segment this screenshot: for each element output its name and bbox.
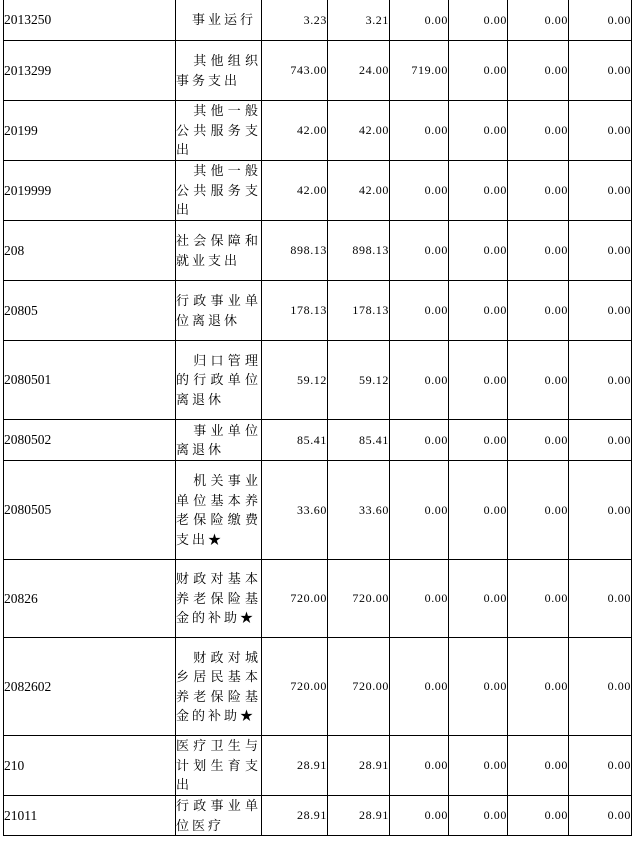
amount-cell: 0.00 [449,796,508,836]
amount-cell: 0.00 [569,41,632,101]
table-row [4,736,632,796]
subject-name: 其他一般公共服务支出 [176,101,262,161]
table-row [4,281,632,341]
amount-cell: 898.13 [262,221,328,281]
table-row [4,101,632,161]
amount-cell: 28.91 [262,796,328,836]
amount-cell: 0.00 [569,101,632,161]
amount-cell: 0.00 [449,281,508,341]
amount-cell: 178.13 [328,281,390,341]
amount-cell: 0.00 [390,461,449,560]
subject-code: 2080502 [4,420,176,461]
amount-cell: 0.00 [508,341,569,420]
table-row [4,0,632,41]
amount-cell: 0.00 [449,560,508,638]
amount-cell: 0.00 [390,341,449,420]
subject-code: 2013250 [4,0,176,41]
amount-cell: 3.21 [328,0,390,41]
amount-cell: 0.00 [390,161,449,221]
amount-cell: 42.00 [262,161,328,221]
amount-cell: 33.60 [328,461,390,560]
amount-cell: 0.00 [390,638,449,736]
amount-cell: 3.23 [262,0,328,41]
subject-name: 机关事业单位基本养老保险缴费支出★ [176,461,262,560]
amount-cell: 0.00 [508,560,569,638]
amount-cell: 0.00 [508,638,569,736]
amount-cell: 28.91 [328,736,390,796]
amount-cell: 0.00 [569,281,632,341]
subject-code: 2080505 [4,461,176,560]
subject-name: 社会保障和就业支出 [176,221,262,281]
amount-cell: 42.00 [262,101,328,161]
table-row [4,221,632,281]
amount-cell: 0.00 [569,796,632,836]
table-row [4,796,632,836]
subject-name: 财政对城乡居民基本养老保险基金的补助★ [176,638,262,736]
amount-cell: 0.00 [569,736,632,796]
amount-cell: 59.12 [262,341,328,420]
subject-code: 20805 [4,281,176,341]
subject-code: 2013299 [4,41,176,101]
amount-cell: 0.00 [569,461,632,560]
subject-code: 21011 [4,796,176,836]
subject-code: 20826 [4,560,176,638]
amount-cell: 0.00 [449,161,508,221]
amount-cell: 720.00 [262,638,328,736]
amount-cell: 28.91 [262,736,328,796]
amount-cell: 0.00 [508,101,569,161]
subject-code: 2082602 [4,638,176,736]
amount-cell: 719.00 [390,41,449,101]
amount-cell: 42.00 [328,101,390,161]
subject-name: 其他一般公共服务支出 [176,161,262,221]
amount-cell: 0.00 [390,796,449,836]
subject-name: 事业单位离退休 [176,420,262,461]
amount-cell: 85.41 [262,420,328,461]
subject-name: 归口管理的行政单位离退休 [176,341,262,420]
subject-code: 20199 [4,101,176,161]
amount-cell: 0.00 [390,420,449,461]
subject-name: 事业运行 [176,0,262,41]
amount-cell: 0.00 [508,796,569,836]
amount-cell: 0.00 [508,221,569,281]
subject-code: 210 [4,736,176,796]
amount-cell: 0.00 [508,161,569,221]
table-body [4,0,632,836]
table-row [4,461,632,560]
amount-cell: 0.00 [449,0,508,41]
amount-cell: 0.00 [508,41,569,101]
amount-cell: 0.00 [508,736,569,796]
subject-name: 行政事业单位离退休 [176,281,262,341]
table-row [4,420,632,461]
amount-cell: 0.00 [390,0,449,41]
amount-cell: 0.00 [449,736,508,796]
amount-cell: 720.00 [328,560,390,638]
amount-cell: 0.00 [508,281,569,341]
amount-cell: 42.00 [328,161,390,221]
amount-cell: 0.00 [390,560,449,638]
amount-cell: 0.00 [569,638,632,736]
amount-cell: 178.13 [262,281,328,341]
subject-code: 208 [4,221,176,281]
amount-cell: 0.00 [390,101,449,161]
subject-name: 医疗卫生与计划生育支出 [176,736,262,796]
amount-cell: 0.00 [449,341,508,420]
amount-cell: 0.00 [569,221,632,281]
amount-cell: 0.00 [449,461,508,560]
subject-code: 2080501 [4,341,176,420]
amount-cell: 0.00 [508,461,569,560]
amount-cell: 85.41 [328,420,390,461]
amount-cell: 0.00 [390,221,449,281]
amount-cell: 743.00 [262,41,328,101]
amount-cell: 0.00 [569,560,632,638]
amount-cell: 0.00 [508,420,569,461]
subject-name: 行政事业单位医疗 [176,796,262,836]
amount-cell: 59.12 [328,341,390,420]
amount-cell: 0.00 [449,221,508,281]
table-row [4,560,632,638]
table-row [4,161,632,221]
subject-code: 2019999 [4,161,176,221]
amount-cell: 0.00 [569,341,632,420]
amount-cell: 0.00 [569,420,632,461]
amount-cell: 28.91 [328,796,390,836]
amount-cell: 33.60 [262,461,328,560]
budget-expenditure-table [3,0,632,836]
amount-cell: 0.00 [569,0,632,41]
amount-cell: 0.00 [569,161,632,221]
amount-cell: 0.00 [449,101,508,161]
subject-name: 其他组织事务支出 [176,41,262,101]
amount-cell: 0.00 [449,638,508,736]
table-row [4,41,632,101]
table-row [4,341,632,420]
amount-cell: 0.00 [390,281,449,341]
table-row [4,638,632,736]
amount-cell: 0.00 [449,420,508,461]
amount-cell: 720.00 [328,638,390,736]
amount-cell: 0.00 [508,0,569,41]
amount-cell: 0.00 [449,41,508,101]
amount-cell: 898.13 [328,221,390,281]
amount-cell: 24.00 [328,41,390,101]
subject-name: 财政对基本养老保险基金的补助★ [176,560,262,638]
amount-cell: 720.00 [262,560,328,638]
amount-cell: 0.00 [390,736,449,796]
